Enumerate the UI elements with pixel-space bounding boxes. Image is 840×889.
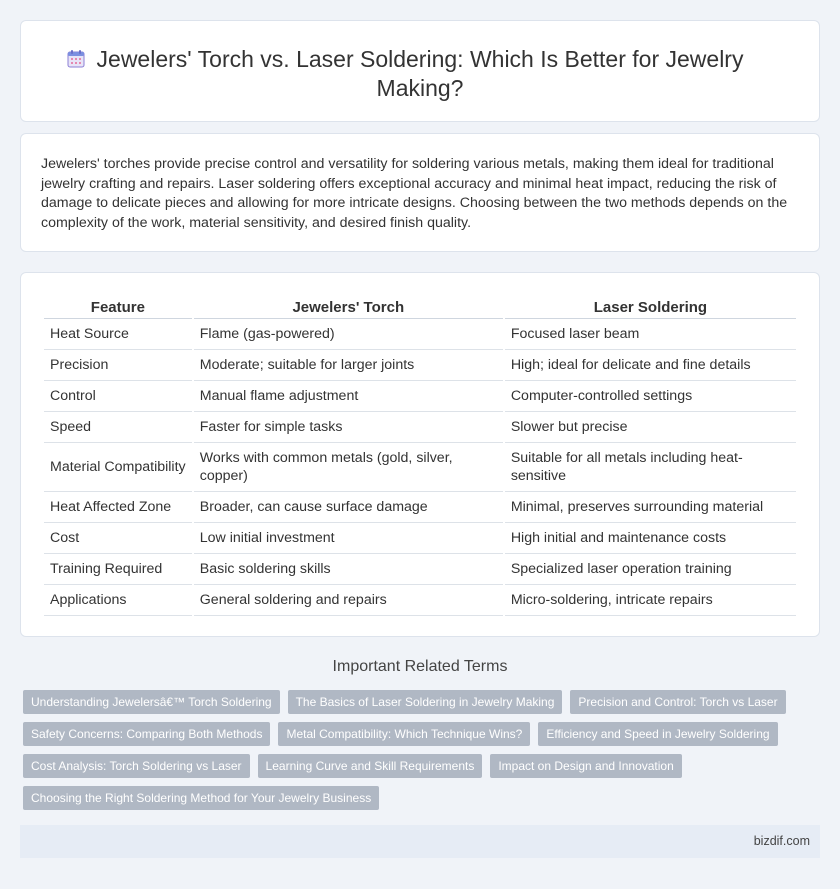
related-term-tag[interactable]: Metal Compatibility: Which Technique Wins? (278, 722, 530, 746)
laser-cell: Specialized laser operation training (505, 554, 796, 585)
footer-site-link[interactable]: bizdif.com (753, 834, 810, 848)
table-header-row (44, 297, 796, 319)
table-row (44, 585, 796, 616)
comparison-table-card (20, 272, 820, 637)
related-term-tag[interactable]: Learning Curve and Skill Requirements (258, 754, 483, 778)
table-row (44, 350, 796, 381)
tag-row (23, 786, 803, 810)
laser-cell: Computer-controlled settings (505, 381, 796, 412)
related-term-tag[interactable]: Cost Analysis: Torch Soldering vs Laser (23, 754, 250, 778)
comparison-table (42, 297, 798, 616)
intro-paragraph: Jewelers' torches provide precise control and versatility for soldering various metals, making them ideal for traditional jewelry crafting and repairs. Laser soldering offers exceptional accuracy and minimal heat impact, reducing the risk of damage to delicate pieces and allowing for more intricate designs. Choosing between the two methods depends on the complexity of the work, material sensitivity, and desired finish quality. (41, 156, 788, 231)
feature-cell: Precision (44, 350, 192, 381)
laser-cell: Suitable for all metals including heat-sensitive (505, 443, 796, 492)
laser-cell: High initial and maintenance costs (505, 523, 796, 554)
table-row (44, 554, 796, 585)
table-row (44, 492, 796, 523)
torch-cell: Faster for simple tasks (194, 412, 503, 443)
laser-cell: Minimal, preserves surrounding material (505, 492, 796, 523)
feature-cell: Applications (44, 585, 192, 616)
laser-cell: Slower but precise (505, 412, 796, 443)
header-card (20, 20, 820, 122)
tag-row (23, 690, 803, 714)
feature-cell: Heat Source (44, 319, 192, 350)
header-jewelers-torch: Jewelers' Torch (194, 297, 503, 319)
related-term-tag[interactable]: Precision and Control: Torch vs Laser (570, 690, 785, 714)
feature-cell: Cost (44, 523, 192, 554)
related-term-tag[interactable]: Understanding Jewelersâ€™ Torch Soldering (23, 690, 280, 714)
feature-cell: Material Compatibility (44, 443, 192, 492)
torch-cell: Broader, can cause surface damage (194, 492, 503, 523)
laser-cell: High; ideal for delicate and fine details (505, 350, 796, 381)
torch-cell: Works with common metals (gold, silver, copper) (194, 443, 503, 492)
footer-bar (20, 825, 820, 858)
torch-cell: General soldering and repairs (194, 585, 503, 616)
table-row (44, 523, 796, 554)
header-laser-soldering: Laser Soldering (505, 297, 796, 319)
related-term-tag[interactable]: The Basics of Laser Soldering in Jewelry Making (288, 690, 563, 714)
table-row (44, 319, 796, 350)
laser-cell: Focused laser beam (505, 319, 796, 350)
tag-row (23, 754, 803, 778)
tag-row (23, 722, 803, 746)
related-term-tag[interactable]: Safety Concerns: Comparing Both Methods (23, 722, 270, 746)
torch-cell: Flame (gas-powered) (194, 319, 503, 350)
related-term-tag[interactable]: Choosing the Right Soldering Method for Your Jewelry Business (23, 786, 379, 810)
table-row (44, 412, 796, 443)
torch-cell: Moderate; suitable for larger joints (194, 350, 503, 381)
feature-cell: Training Required (44, 554, 192, 585)
related-terms-title: Important Related Terms (332, 658, 508, 675)
related-terms-tags (23, 690, 803, 818)
torch-cell: Basic soldering skills (194, 554, 503, 585)
feature-cell: Heat Affected Zone (44, 492, 192, 523)
table-row (44, 381, 796, 412)
torch-cell: Manual flame adjustment (194, 381, 503, 412)
related-term-tag[interactable]: Impact on Design and Innovation (490, 754, 681, 778)
table-row (44, 443, 796, 492)
header-feature: Feature (44, 297, 192, 319)
torch-cell: Low initial investment (194, 523, 503, 554)
related-term-tag[interactable]: Efficiency and Speed in Jewelry Soldering (538, 722, 777, 746)
page-title: Jewelers' Torch vs. Laser Soldering: Which Is Better for Jewelry Making? (96, 46, 744, 101)
feature-cell: Speed (44, 412, 192, 443)
intro-card (20, 133, 820, 252)
laser-cell: Micro-soldering, intricate repairs (505, 585, 796, 616)
feature-cell: Control (44, 381, 192, 412)
